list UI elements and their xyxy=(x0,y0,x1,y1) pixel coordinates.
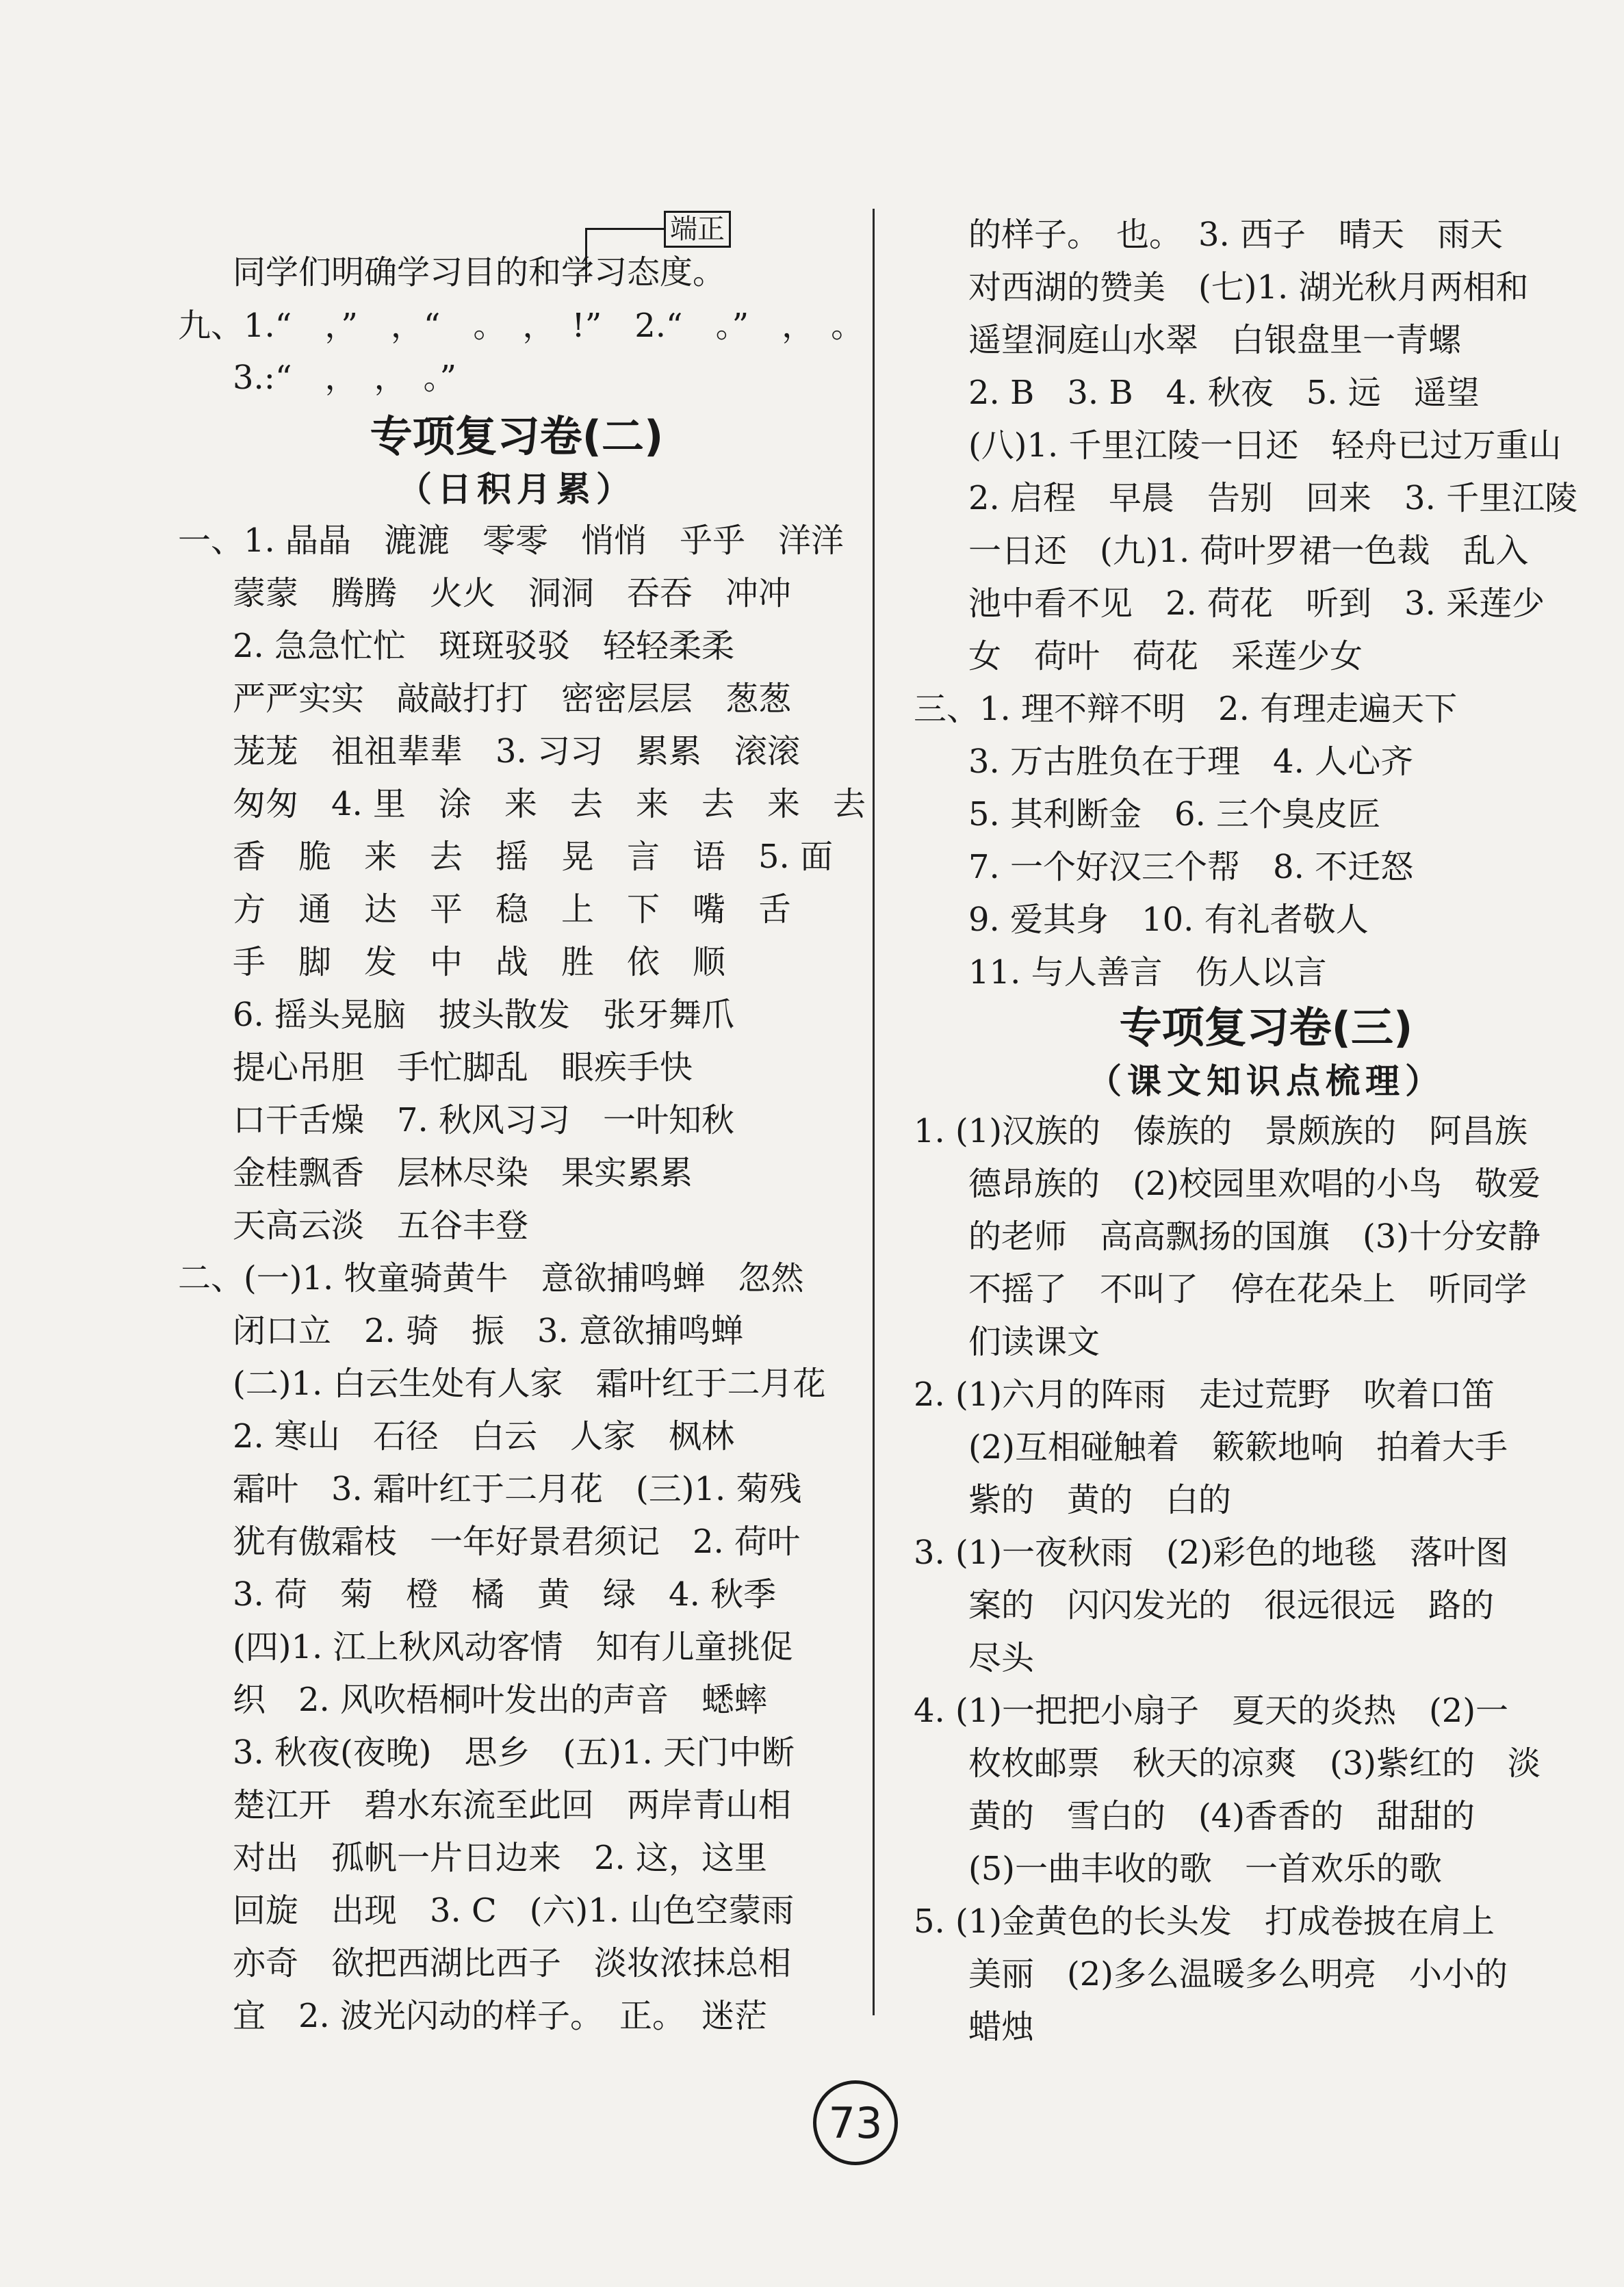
text-line: 德昂族的 (2)校园里欢唱的小鸟 敬爱 xyxy=(968,1165,1541,1203)
text-line: (四)1. 江上秋风动客情 知有儿童挑促 xyxy=(233,1628,793,1666)
text-line: 楚江开 碧水东流至此回 两岸青山相 xyxy=(233,1786,792,1824)
text-line: 美丽 (2)多么温暖多么明亮 小小的 xyxy=(968,1955,1508,1993)
page-number: 73 xyxy=(813,2080,898,2165)
text-line: 1. (1)汉族的 傣族的 景颇族的 阿昌族 xyxy=(914,1112,1528,1150)
text-line: 11. 与人善言 伤人以言 xyxy=(968,953,1327,992)
text-line: 犹有傲霜枝 一年好景君须记 2. 荷叶 xyxy=(233,1523,801,1561)
text-line: 案的 闪闪发光的 很远很远 路的 xyxy=(968,1586,1495,1625)
column-divider xyxy=(873,209,875,2015)
text-line: 7. 一个好汉三个帮 8. 不迁怒 xyxy=(968,848,1414,886)
text-line: 池中看不见 2. 荷花 听到 3. 采莲少 xyxy=(968,584,1545,623)
text-line: 方 通 达 平 稳 上 下 嘴 舌 xyxy=(233,890,792,929)
text-line: 织 2. 风吹梧桐叶发出的声音 蟋蟀 xyxy=(233,1681,768,1719)
text-line: 回旋 出现 3. C (六)1. 山色空蒙雨 xyxy=(233,1891,795,1930)
text-line: 九、1.“ ，” ，“ 。 ， !” 2.“ 。” ， 。 xyxy=(178,307,864,345)
text-line: 蜡烛 xyxy=(968,2008,1035,2046)
text-line: 一、1. 晶晶 漉漉 零零 悄悄 乎乎 洋洋 xyxy=(178,521,845,560)
text-line: 茏茏 祖祖辈辈 3. 习习 累累 滚滚 xyxy=(233,732,801,771)
text-line: 闭口立 2. 骑 振 3. 意欲捕鸣蝉 xyxy=(233,1312,744,1350)
text-line: 3. (1)一夜秋雨 (2)彩色的地毯 落叶图 xyxy=(914,1534,1509,1572)
text-line: 5. 其利断金 6. 三个臭皮匠 xyxy=(968,795,1381,834)
correction-note: 端正 xyxy=(664,211,731,248)
text-line: 遥望洞庭山水翠 白银盘里一青螺 xyxy=(968,321,1462,359)
text-line: 女 荷叶 荷花 采莲少女 xyxy=(968,637,1363,675)
section-subtitle: （课文知识点梳理） xyxy=(1087,1061,1445,1101)
section-subtitle: （日积月累） xyxy=(398,469,636,509)
text-line: 2. (1)六月的阵雨 走过荒野 吹着口笛 xyxy=(914,1375,1495,1414)
text-line: 香 脆 来 去 摇 晃 言 语 5. 面 xyxy=(233,838,834,876)
text-line: 3. 万古胜负在于理 4. 人心齐 xyxy=(968,742,1414,781)
text-line: 4. (1)一把把小扇子 夏天的炎热 (2)一 xyxy=(914,1692,1509,1730)
text-line: (二)1. 白云生处有人家 霜叶红于二月花 xyxy=(233,1365,826,1403)
text-line: 2. 寒山 石径 白云 人家 枫林 xyxy=(233,1417,735,1456)
text-line: 2. B 3. B 4. 秋夜 5. 远 遥望 xyxy=(968,374,1480,412)
correction-caret-line xyxy=(585,228,666,230)
text-line: 手 脚 发 中 战 胜 依 顺 xyxy=(233,943,726,981)
section-title: 专项复习卷(二) xyxy=(370,411,664,461)
text-line: 亦奇 欲把西湖比西子 淡妆浓抹总相 xyxy=(233,1944,792,1982)
text-line: 霜叶 3. 霜叶红于二月花 (三)1. 菊残 xyxy=(233,1470,802,1508)
text-line: 不摇了 不叫了 停在花朵上 听同学 xyxy=(968,1270,1528,1308)
text-line: 二、(一)1. 牧童骑黄牛 意欲捕鸣蝉 忽然 xyxy=(178,1259,804,1297)
text-line: 蒙蒙 腾腾 火火 洞洞 吞吞 冲冲 xyxy=(233,574,792,612)
text-line: 对出 孤帆一片日边来 2. 这，这里 xyxy=(233,1839,768,1877)
text-line: 紫的 黄的 白的 xyxy=(968,1481,1232,1519)
text-line: 的老师 高高飘扬的国旗 (3)十分安静 xyxy=(968,1217,1541,1256)
text-line: 对西湖的赞美 (七)1. 湖光秋月两相和 xyxy=(968,268,1529,307)
text-line: 3. 秋夜(夜晚) 思乡 (五)1. 天门中断 xyxy=(233,1733,795,1772)
text-line: 提心吊胆 手忙脚乱 眼疾手快 xyxy=(233,1048,693,1087)
text-line: 匆匆 4. 里 涂 来 去 来 去 来 去 xyxy=(233,785,866,823)
text-line: 口干舌燥 7. 秋风习习 一叶知秋 xyxy=(233,1101,735,1139)
text-line: 2. 启程 早晨 告别 回来 3. 千里江陵 xyxy=(968,479,1578,517)
text-line: 的样子。 也。 3. 西子 晴天 雨天 xyxy=(968,216,1504,254)
text-line: 同学们明确学习目的和学习态度。 xyxy=(233,253,726,292)
text-line: 枚枚邮票 秋天的凉爽 (3)紫红的 淡 xyxy=(968,1744,1541,1783)
text-line: 严严实实 敲敲打打 密密层层 葱葱 xyxy=(233,680,792,718)
text-line: 5. (1)金黄色的长头发 打成卷披在肩上 xyxy=(914,1902,1495,1941)
text-line: (2)互相碰触着 簌簌地响 拍着大手 xyxy=(968,1428,1508,1466)
text-line: 3. 荷 菊 橙 橘 黄 绿 4. 秋季 xyxy=(233,1575,777,1614)
text-line: 6. 摇头晃脑 披头散发 张牙舞爪 xyxy=(233,996,735,1034)
text-line: 尽头 xyxy=(968,1639,1035,1677)
text-line: 2. 急急忙忙 斑斑驳驳 轻轻柔柔 xyxy=(233,627,735,665)
text-line: 3.:“ ， ， 。” xyxy=(233,359,457,397)
text-line: 9. 爱其身 10. 有礼者敬人 xyxy=(968,901,1369,939)
text-line: 一日还 (九)1. 荷叶罗裙一色裁 乱入 xyxy=(968,532,1529,570)
text-line: (5)一曲丰收的歌 一首欢乐的歌 xyxy=(968,1850,1442,1888)
text-line: 金桂飘香 层林尽染 果实累累 xyxy=(233,1154,693,1192)
section-title: 专项复习卷(三) xyxy=(1119,1003,1413,1052)
text-line: 天高云淡 五谷丰登 xyxy=(233,1206,529,1245)
text-line: 三、1. 理不辩不明 2. 有理走遍天下 xyxy=(914,690,1458,728)
text-line: 黄的 雪白的 (4)香香的 甜甜的 xyxy=(968,1797,1475,1835)
text-line: (八)1. 千里江陵一日还 轻舟已过万重山 xyxy=(968,426,1562,465)
text-line: 们读课文 xyxy=(968,1323,1100,1361)
text-line: 宜 2. 波光闪动的样子。 正。 迷茫 xyxy=(233,1997,768,2035)
